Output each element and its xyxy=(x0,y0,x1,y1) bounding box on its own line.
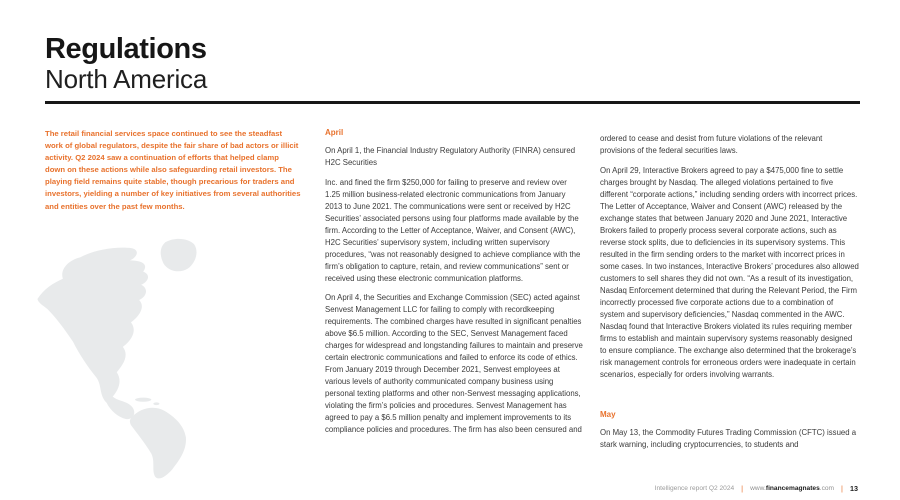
column-right xyxy=(600,133,859,458)
page-title: Regulations xyxy=(45,33,207,65)
paragraph: On April 4, the Securities and Exchange Commission (SEC) acted against Senvest Management LLC for failing to comply with recordkeeping requirements. The combined charges have resulted in significant penalties above $6.5 million. According to the SEC, Senvest Management faced charges for widespread and longstanding failures to maintain and preserve certain electronic communications and failed to enforce its code of ethics. From January 2019 through December 2021, Senvest employees at various levels of authority communicated company business using personal texting platforms and other non-Senvest messaging applications, violating the firm’s policies and procedures. Senvest Management has agreed to pay a $6.5 million penalty and implement improvements to its compliance policies and procedures. The firm has also been censured and xyxy=(325,293,583,434)
footer-url xyxy=(750,485,834,492)
footer-report-label: Intelligence report Q2 2024 xyxy=(654,485,735,492)
footer-url-brand: financemagnates xyxy=(765,485,820,492)
title-divider-rule xyxy=(45,101,860,104)
heading-may: May xyxy=(600,409,616,419)
column-april xyxy=(325,128,584,444)
page-subtitle: North America xyxy=(45,64,208,95)
page-footer xyxy=(655,484,858,493)
intro-paragraph: The retail financial services space continued to see the steadfast work of global regulators, despite the fair share of bad actors or illicit activity. Q2 2024 saw a continuation of efforts that helped clamp down on these actions while also safeguarding retail investors. The playing field remains quite stable, though precarious for traders and investors, yielding a number of key initiatives from several authorities and entities over the past few months. xyxy=(45,129,301,211)
footer-separator: | xyxy=(741,484,744,493)
paragraph: On April 29, Interactive Brokers agreed to pay a $475,000 fine to settle charges brought by Nasdaq. The alleged violations pertained to five different “corporate actions,” including sending orders with incorrect prices. The Letter of Acceptance, Waiver and Consent (AWC) released by the exchange states that between January 2020 and June 2021, Interactive Brokers failed to properly process several corporate actions, such as reverse stock splits, due to deficiencies in its supervisory systems. This resulted in the firm sending orders to the market with incorrect prices in some cases. In two instances, Interactive Brokers’ procedures also allowed customers to sell shares they did not own. “As a result of its investigation, Nasdaq Enforcement determined that during the Relevant Period, the Firm incorrectly processed five corporate actions due to a combination of system and supervisory deficiencies,” Nasdaq commented in the AWC. Nasdaq found that Interactive Brokers violated its rules requiring member firms to establish and maintain supervisory systems reasonably designed to ensure compliance. The exchange also determined that the brokerage’s risk management controls for erroneous orders were inadequate in certain scenarios, especially for orders involving warrants. xyxy=(600,165,859,379)
americas-map-icon xyxy=(34,236,230,480)
page-header xyxy=(45,34,207,94)
paragraph: Inc. and fined the firm $250,000 for failing to preserve and review over 1.25 million business-related electronic communications from January 2013 to June 2021. The communications were sent or received by H2C Securities’ associated persons using four platforms made available by the firm. According to the Letter of Acceptance, Waiver, and Consent (AWC), H2C Securities’ supervisory system, including written supervisory procedures, “was not reasonably designed to achieve compliance with the firm’s obligation to capture, retain, and review communications” sent or received using these electronic communication platforms. xyxy=(325,177,581,283)
footer-separator: | xyxy=(841,484,843,493)
footer-url-suffix: .com xyxy=(819,485,835,492)
heading-april: April xyxy=(325,128,344,137)
paragraph: On April 1, the Financial Industry Regulatory Authority (FINRA) censured H2C Securities xyxy=(325,146,576,167)
intro-column xyxy=(45,128,301,213)
paragraph: ordered to cease and desist from future violations of the relevant provisions of the federal securities laws. xyxy=(600,134,823,155)
footer-url-prefix: www. xyxy=(750,485,766,492)
page-number: 13 xyxy=(850,484,858,493)
paragraph: On May 13, the Commodity Futures Trading Commission (CFTC) issued a stark warning, including cryptocurrencies, to students and xyxy=(600,427,857,449)
